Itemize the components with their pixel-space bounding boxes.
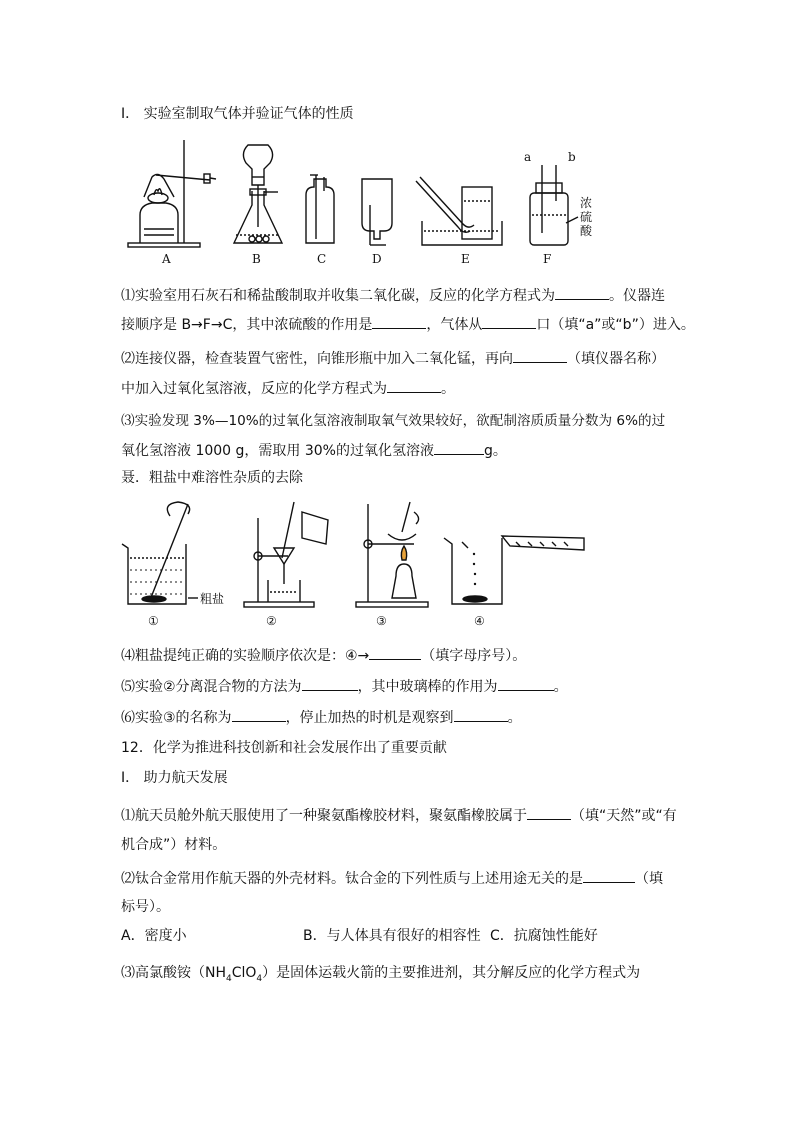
answer-blank[interactable]	[302, 676, 358, 691]
section-title-1: Ⅰ． 实验室制取气体并验证气体的性质	[121, 106, 354, 122]
answer-blank[interactable]	[387, 378, 441, 393]
option-a: A．密度小	[121, 928, 187, 944]
part-2-line-2: 标号）。	[121, 899, 170, 915]
salt-label: 粗盐	[200, 592, 225, 606]
apparatus-figure-1	[118, 135, 608, 270]
apparatus-b	[234, 145, 282, 243]
apparatus-label: E	[461, 252, 470, 266]
part-3-line-1: ⑶高氯酸铵$(NH_4ClO_4)$是固体运载火箭的主要推进剂，其分解反应的化学方程式为	[121, 965, 641, 984]
answer-blank[interactable]	[482, 314, 536, 329]
question-12-title: 12．化学为推进科技创新和社会发展作出了重要贡献	[121, 740, 447, 756]
step-label: ④	[474, 614, 485, 628]
question-2-line-2: 中加入过氧化氢溶液，反应的化学方程式为 。	[121, 378, 455, 399]
question-3-line-1: ⑶实验发现 3%—10%的过氧化氢溶液制取氧气效果较好，欲配制溶质质量分数为 6%的过	[121, 413, 666, 429]
question-6: ⑹实验③的名称为 ，停止加热的时机是观察到 。	[121, 707, 522, 728]
answer-blank[interactable]	[583, 868, 635, 883]
apparatus-label: D	[372, 252, 382, 266]
answer-blank[interactable]	[527, 805, 571, 820]
tube-label-b: b	[568, 150, 576, 164]
apparatus-label: C	[317, 252, 327, 266]
apparatus-d	[362, 179, 392, 245]
question-3-line-2: 氧化氢溶液 1000 g，需取用 30%的过氧化氢溶液 g。	[121, 440, 507, 461]
answer-blank[interactable]	[434, 440, 484, 455]
answer-blank[interactable]	[454, 707, 508, 722]
section-title-2: 聂．粗盐中难溶性杂质的去除	[121, 470, 303, 486]
answer-blank[interactable]	[498, 676, 554, 691]
question-2-line-1: ⑵连接仪器，检查装置气密性，向锥形瓶中加入二氧化锰，再向 （填仪器名称）	[121, 348, 665, 369]
apparatus-e	[416, 177, 502, 245]
part-1-line-1: ⑴航天员舱外航天服使用了一种聚氨酯橡胶材料，聚氨酯橡胶属于 （填“天然”或“有	[121, 805, 677, 826]
answer-blank[interactable]	[372, 314, 426, 329]
acid-label: 浓	[580, 196, 593, 210]
acid-label: 酸	[580, 224, 593, 238]
option-c: C．抗腐蚀性能好	[490, 928, 598, 944]
step-label: ③	[376, 614, 387, 628]
question-5: ⑸实验②分离混合物的方法为 ，其中玻璃棒的作用为 。	[121, 676, 568, 697]
answer-blank[interactable]	[555, 285, 609, 300]
question-1-line-2: 接顺序是 B→F→C，其中浓硫酸的作用是 ，气体从 口（填“a”或“b”）进入。	[121, 314, 695, 335]
part-1-line-2: 机合成”）材料。	[121, 837, 227, 853]
step-label: ①	[148, 614, 159, 628]
apparatus-f	[530, 165, 578, 245]
step-filter	[244, 502, 328, 607]
step-evaporate	[356, 502, 428, 607]
part-2-line-1: ⑵钛合金常用作航天器的外壳材料。钛合金的下列性质与上述用途无关的是 （填	[121, 868, 663, 889]
apparatus-c	[306, 175, 334, 243]
apparatus-label: A	[162, 252, 171, 266]
question-1-line-1: ⑴实验室用石灰石和稀盐酸制取并收集二氧化碳，反应的化学方程式为 。仪器连	[121, 285, 665, 306]
step-label: ②	[266, 614, 277, 628]
step-dissolve	[122, 502, 198, 604]
acid-label: 硫	[580, 210, 593, 224]
tube-label-a: a	[524, 150, 532, 164]
apparatus-label: F	[543, 252, 552, 266]
apparatus-figure-2	[118, 498, 598, 633]
answer-blank[interactable]	[369, 645, 421, 660]
step-pour	[444, 536, 584, 604]
question-4: ⑷粗盐提纯正确的实验顺序依次是：④→ （填字母序号）。	[121, 645, 526, 666]
apparatus-label: B	[252, 252, 261, 266]
dots	[473, 553, 476, 585]
answer-blank[interactable]	[232, 707, 286, 722]
option-b: B．与人体具有很好的相容性	[303, 928, 481, 944]
section-title-3: Ⅰ． 助力航天发展	[121, 770, 228, 786]
answer-blank[interactable]	[513, 348, 567, 363]
apparatus-a	[128, 140, 216, 247]
